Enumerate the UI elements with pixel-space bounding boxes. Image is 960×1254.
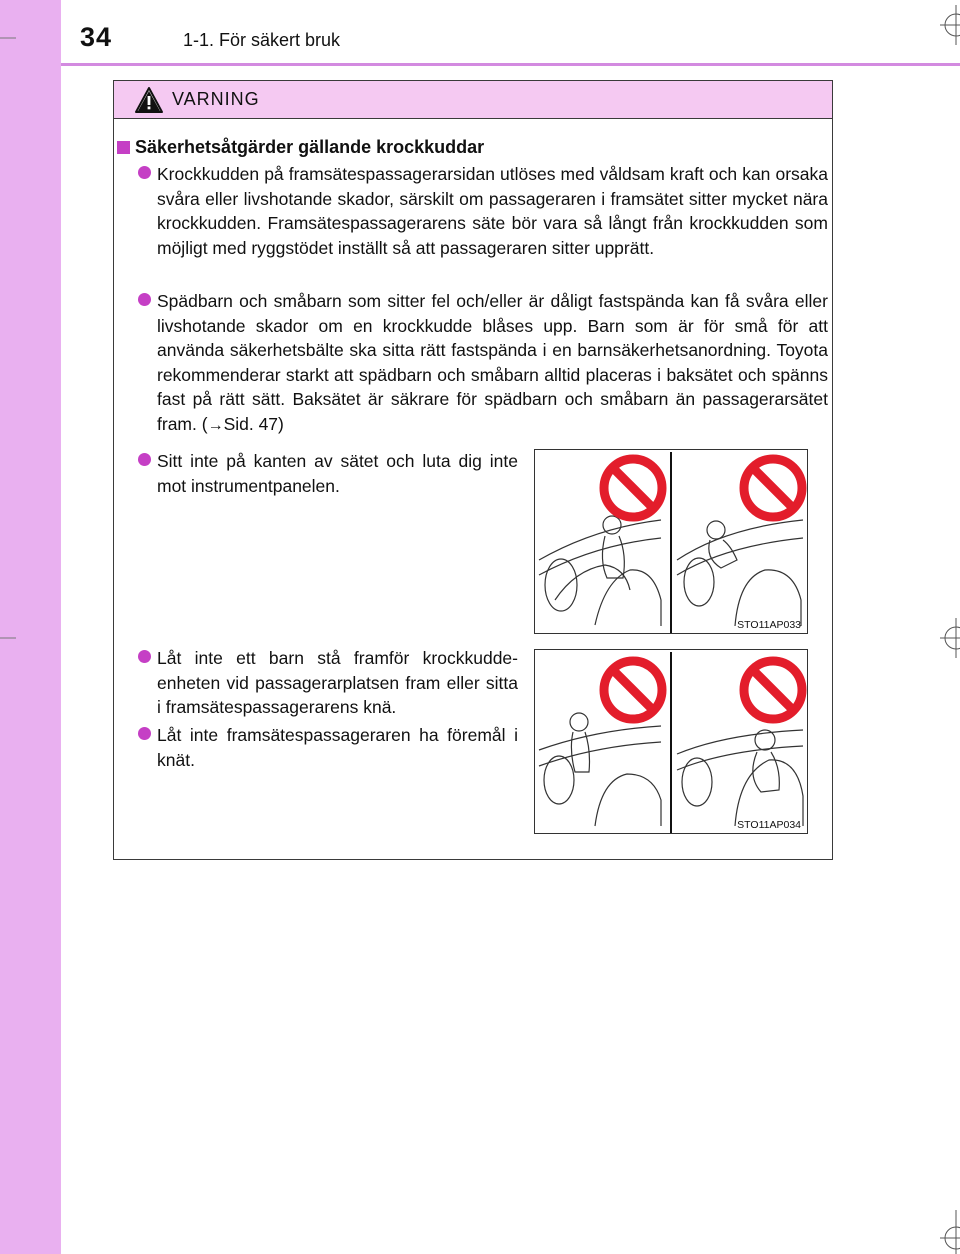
page-reference-link[interactable]: Sid. 47) bbox=[223, 413, 284, 434]
figure-code: STO11AP034 bbox=[737, 819, 801, 831]
page-side-strip bbox=[0, 0, 61, 1254]
crop-mark-left-top bbox=[0, 36, 16, 40]
registration-mark-top bbox=[936, 5, 960, 45]
list-item-text: Sitt inte på kanten av sätet och luta dig inte mot instrumentpanelen. bbox=[157, 451, 518, 496]
page-reference-arrow-icon: → bbox=[207, 416, 224, 434]
section-title: 1-1. För säkert bruk bbox=[183, 30, 341, 50]
warning-triangle-icon bbox=[134, 86, 164, 114]
subheading-text: Säkerhetsåtgärder gällande krockkuddar bbox=[135, 137, 485, 157]
warning-box bbox=[113, 80, 833, 860]
list-item-text: Krockkudden på framsätespassagerarsidan utlöses med våldsam kraft och kan orsaka svåra eller livshotande skador, särskilt om passageraren i framsätet sitter mycket nära krockkudden. Framsätespassagerarens säte bör vara så långt från krockkudden som möjligt med ryggstödet inställt så att passageraren sitter upprätt. bbox=[157, 164, 828, 258]
illustration-figure bbox=[534, 649, 808, 834]
warning-header bbox=[114, 81, 832, 119]
illustration-figure bbox=[534, 449, 808, 634]
list-item-text-main: Spädbarn och småbarn som sitter fel och/eller är dåligt fastspända kan få svåra eller livshotande skador om en krockkudde blåses upp. Barn som är för små för att använda säkerhetsbälte ska sitta rätt fastspända i en barnsäkerhetsanordning. Toyota rekommenderar starkt att spädbarn och småbarn alltid placeras i baksätet och spänns fast på rätt sätt. Baksätet är säkrare för spädbarn och småbarn än passagerarsätet fram. ( bbox=[157, 291, 828, 434]
warning-label: VARNING bbox=[172, 89, 260, 109]
prohibited-sign-icon bbox=[739, 454, 807, 522]
registration-mark-middle bbox=[936, 618, 960, 658]
list-item-text: Låt inte framsätespassageraren ha föremål i knät. bbox=[157, 725, 518, 770]
prohibited-sign-icon bbox=[739, 656, 807, 724]
registration-mark-bottom bbox=[936, 1210, 960, 1254]
bullet-dot-icon bbox=[138, 650, 151, 663]
bullet-dot-icon bbox=[138, 727, 151, 740]
bullet-dot-icon bbox=[138, 453, 151, 466]
list-item-text: Låt inte ett barn stå framför krockkuddeenheten vid passagerarplatsen fram eller sitta i framsätespassagerarens knä. bbox=[157, 648, 518, 717]
prohibited-sign-icon bbox=[599, 454, 667, 522]
bullet-dot-icon bbox=[138, 166, 151, 179]
prohibited-sign-icon bbox=[599, 656, 667, 724]
bullet-dot-icon bbox=[138, 293, 151, 306]
page-number: 34 bbox=[80, 22, 113, 52]
header-rule bbox=[61, 63, 960, 66]
list-item-text bbox=[157, 289, 828, 438]
figure-code: STO11AP033 bbox=[737, 619, 801, 631]
square-bullet-icon bbox=[117, 141, 130, 154]
crop-mark-left-middle bbox=[0, 636, 16, 640]
